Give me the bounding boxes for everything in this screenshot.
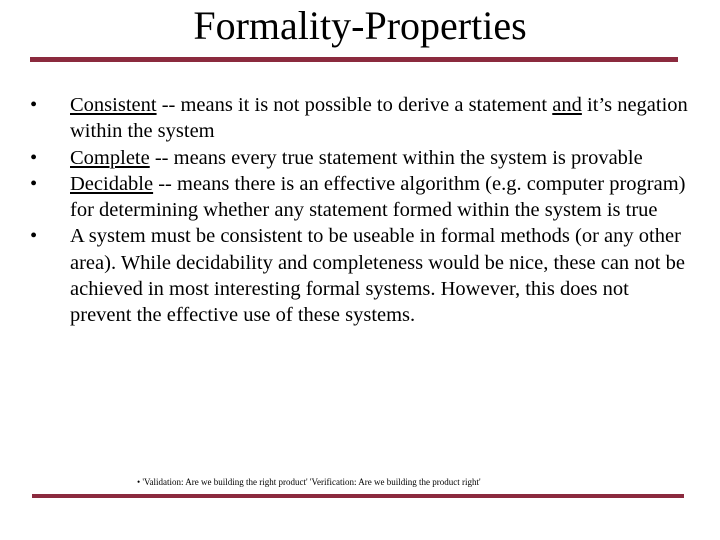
term-complete: Complete — [70, 146, 150, 169]
bullet-text: it’s negation within the system — [70, 94, 688, 143]
bullet-icon: • — [30, 94, 38, 116]
bullet-list — [30, 92, 690, 329]
bullet-icon: • — [30, 225, 38, 248]
title-divider — [30, 57, 678, 62]
bullet-icon: • — [30, 172, 38, 195]
footer-divider — [32, 494, 684, 498]
and-underlined: and — [552, 94, 582, 116]
bullet-item-system — [30, 223, 690, 328]
term-consistent: Consistent — [70, 94, 157, 116]
bullet-text: -- means every true statement within the system is provable — [149, 146, 643, 169]
bullet-text: A system must be consistent to be useable in formal methods (or any other area). While decidability and completeness would be nice, these can not be achieved in most interesting formal systems. However, this does not prevent the effective use of these systems. — [70, 225, 685, 327]
bullet-item-complete — [30, 145, 690, 171]
term-decidable: Decidable — [70, 172, 154, 195]
footnote: • 'Validation: Are we building the right product' 'Verification: Are we building the product right' — [137, 477, 481, 487]
bullet-text: -- means it is not possible to derive a statement — [156, 94, 553, 116]
slide-title: Formality-Properties — [193, 3, 527, 48]
bullet-item-consistent — [30, 92, 690, 145]
bullet-icon: • — [30, 146, 38, 169]
bullet-text: -- means there is an effective algorithm (e.g. computer program) for determining whether any statement formed within the system is true — [70, 172, 686, 222]
bullet-item-decidable — [30, 171, 690, 224]
